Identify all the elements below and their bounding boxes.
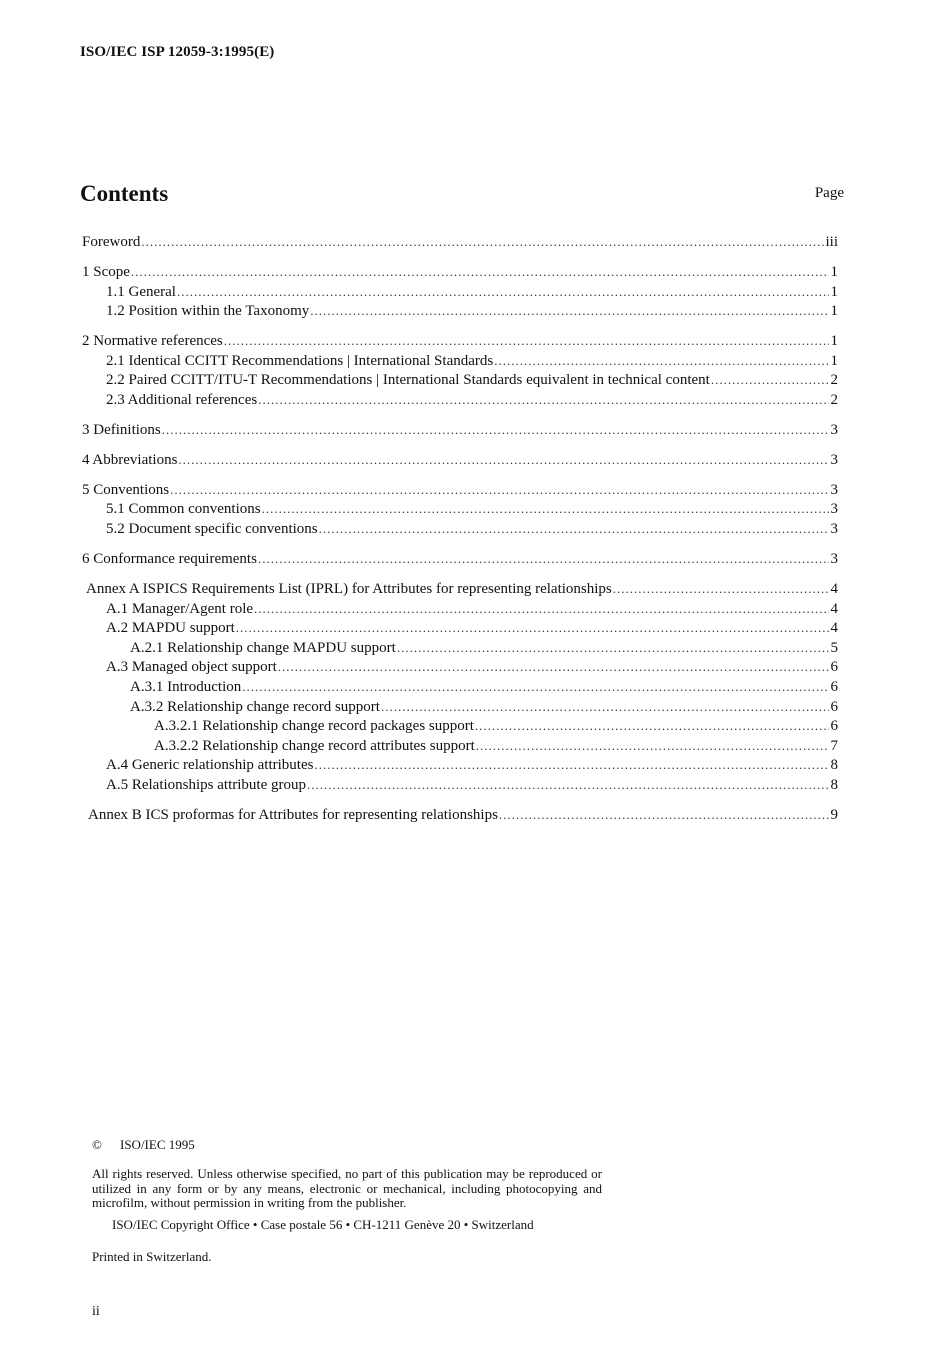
dot-leader — [494, 351, 829, 371]
toc-entry-text: 5.1 Common conventions — [106, 501, 261, 518]
printed-in-statement: Printed in Switzerland. — [92, 1248, 212, 1264]
dot-leader — [254, 599, 829, 619]
copyright-symbol: © — [92, 1137, 102, 1152]
toc-entry-text: Annex A ISPICS Requirements List (IPRL) for Attributes for representing relationships — [86, 581, 612, 598]
dot-leader — [242, 677, 829, 697]
toc-entry-scope[interactable] — [80, 262, 838, 282]
toc-entry-page: 6 — [830, 659, 838, 676]
dot-leader — [177, 282, 829, 302]
toc-entry-page: 3 — [830, 521, 838, 538]
toc-entry-text: A.3.2.1 Relationship change record packages support — [154, 718, 474, 735]
toc-entry-text: 1.2 Position within the Taxonomy — [106, 303, 310, 320]
toc-entry-page: 4 — [830, 620, 838, 637]
toc-entry-paired-recommendations[interactable] — [80, 370, 838, 390]
dot-leader — [319, 519, 829, 539]
toc-entry-text: 1.1 General — [106, 283, 176, 300]
toc-entry-relationship-change-record-support[interactable] — [80, 697, 838, 717]
toc-entry-page: 1 — [830, 263, 838, 280]
dot-leader — [310, 301, 829, 321]
dot-leader — [381, 697, 829, 717]
dot-leader — [475, 716, 829, 736]
toc-entry-definitions[interactable] — [80, 420, 838, 440]
toc-entry-relationships-attribute-group[interactable] — [80, 775, 838, 795]
toc-entry-managed-object-support[interactable] — [80, 657, 838, 677]
toc-entry-page: 2 — [830, 391, 838, 408]
toc-entry-foreword[interactable] — [80, 232, 838, 252]
toc-entry-page: 6 — [830, 718, 838, 735]
toc-entry-relationship-change-mapdu-support[interactable] — [80, 638, 838, 658]
copyright-office-address: ISO/IEC Copyright Office • Case postale 56 • CH-1211 Genève 20 • Switzerland — [112, 1216, 534, 1232]
dot-leader — [162, 420, 829, 440]
dot-leader — [476, 736, 829, 756]
toc-entry-page: 9 — [830, 806, 838, 823]
toc-entry-annex-a[interactable] — [80, 579, 838, 599]
copyright-notice — [92, 1137, 602, 1265]
toc-entry-record-attributes-support[interactable] — [80, 736, 838, 756]
toc-entry-page: 2 — [830, 372, 838, 389]
toc-entry-text: A.1 Manager/Agent role — [106, 600, 254, 617]
toc-entry-position-within-taxonomy[interactable] — [80, 301, 838, 321]
dot-leader — [258, 390, 829, 410]
page-number: ii — [92, 1304, 100, 1319]
copyright-holder: ISO/IEC 1995 — [120, 1137, 195, 1152]
table-of-contents — [80, 232, 838, 825]
toc-entry-page: 8 — [830, 757, 838, 774]
toc-entry-text: 2.1 Identical CCITT Recommendations | International Standards — [106, 352, 494, 369]
toc-entry-general[interactable] — [80, 282, 838, 302]
dot-leader — [278, 657, 829, 677]
toc-entry-page: 4 — [830, 581, 838, 598]
toc-entry-text: 4 Abbreviations — [82, 451, 178, 468]
toc-entry-page: 1 — [830, 333, 838, 350]
dot-leader — [397, 638, 829, 658]
toc-entry-text: A.4 Generic relationship attributes — [106, 757, 314, 774]
toc-entry-manager-agent-role[interactable] — [80, 599, 838, 619]
toc-entry-page: 5 — [830, 639, 838, 656]
dot-leader — [178, 450, 829, 470]
dot-leader — [613, 579, 829, 599]
toc-entry-document-specific-conventions[interactable] — [80, 519, 838, 539]
toc-entry-annex-b[interactable] — [80, 805, 838, 825]
toc-entry-text: 5.2 Document specific conventions — [106, 521, 318, 538]
toc-entry-text: A.2 MAPDU support — [106, 620, 235, 637]
toc-entry-page: 3 — [830, 481, 838, 498]
dot-leader — [314, 755, 829, 775]
toc-entry-page: 1 — [830, 352, 838, 369]
toc-entry-page: 3 — [830, 501, 838, 518]
toc-entry-page: 6 — [830, 698, 838, 715]
toc-entry-record-packages-support[interactable] — [80, 716, 838, 736]
contents-title: Contents — [80, 181, 169, 206]
toc-entry-mapdu-support[interactable] — [80, 618, 838, 638]
toc-entry-page: 3 — [830, 421, 838, 438]
toc-entry-identical-recommendations[interactable] — [80, 351, 838, 371]
dot-leader — [262, 499, 829, 519]
dot-leader — [236, 618, 829, 638]
dot-leader — [711, 370, 829, 390]
dot-leader — [258, 549, 829, 569]
toc-entry-generic-relationship-attributes[interactable] — [80, 755, 838, 775]
toc-entry-conventions[interactable] — [80, 480, 838, 500]
toc-entry-text: A.3.2.2 Relationship change record attributes support — [154, 737, 475, 754]
toc-entry-page: 1 — [830, 283, 838, 300]
toc-entry-text: 6 Conformance requirements — [82, 551, 257, 568]
dot-leader — [131, 262, 829, 282]
toc-entry-text: Annex B ICS proformas for Attributes for representing relationships — [88, 806, 498, 823]
toc-entry-text: A.3 Managed object support — [106, 659, 277, 676]
toc-entry-text: A.2.1 Relationship change MAPDU support — [130, 639, 396, 656]
dot-leader — [224, 331, 829, 351]
toc-entry-text: 2 Normative references — [82, 333, 223, 350]
toc-entry-text: 5 Conventions — [82, 481, 170, 498]
toc-entry-text: 2.2 Paired CCITT/ITU-T Recommendations | International Standards equivalent in technical content — [106, 372, 710, 389]
toc-entry-common-conventions[interactable] — [80, 499, 838, 519]
toc-entry-page: 1 — [830, 303, 838, 320]
toc-entry-page: 4 — [830, 600, 838, 617]
toc-entry-additional-references[interactable] — [80, 390, 838, 410]
copyright-holder-line — [92, 1137, 602, 1153]
page-column-label: Page — [814, 185, 844, 201]
dot-leader — [307, 775, 829, 795]
toc-entry-text: Foreword — [82, 234, 141, 250]
dot-leader — [499, 805, 829, 825]
dot-leader — [170, 480, 829, 500]
toc-entry-text: A.3.1 Introduction — [130, 679, 242, 696]
dot-leader — [141, 232, 824, 252]
toc-entry-text: A.5 Relationships attribute group — [106, 776, 306, 793]
rights-statement: All rights reserved. Unless otherwise specified, no part of this publication may be reproduced or utilized in any form or by any means, electronic or mechanical, including photocopying and microfilm, without permission in writing from the publisher. — [92, 1166, 602, 1211]
toc-entry-page: 3 — [830, 451, 838, 468]
toc-entry-normative-references[interactable] — [80, 331, 838, 351]
toc-entry-page: 6 — [830, 679, 838, 696]
toc-entry-page: 8 — [830, 776, 838, 793]
toc-entry-conformance-requirements[interactable] — [80, 549, 838, 569]
toc-entry-text: 2.3 Additional references — [106, 391, 258, 408]
toc-entry-text: 1 Scope — [82, 263, 130, 280]
toc-entry-introduction[interactable] — [80, 677, 838, 697]
toc-entry-text: A.3.2 Relationship change record support — [130, 698, 380, 715]
document-reference-header: ISO/IEC ISP 12059-3:1995(E) — [80, 44, 275, 60]
toc-entry-page: 7 — [830, 737, 838, 754]
toc-entry-abbreviations[interactable] — [80, 450, 838, 470]
toc-entry-page: 3 — [830, 551, 838, 568]
toc-entry-text: 3 Definitions — [82, 421, 161, 438]
toc-entry-page: iii — [825, 234, 838, 250]
